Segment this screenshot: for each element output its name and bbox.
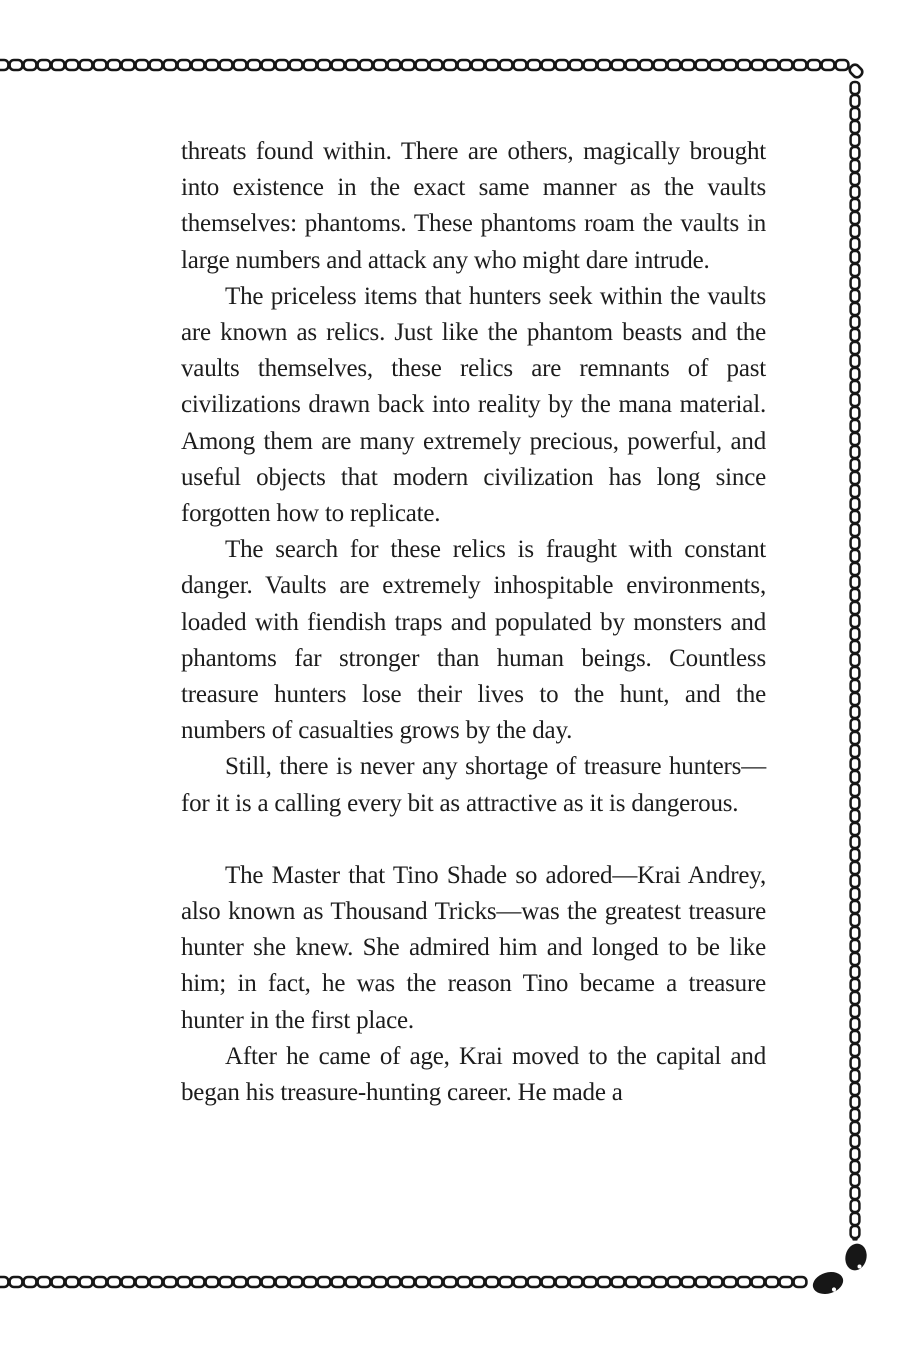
paragraph: The priceless items that hunters seek within the vaults are known as relics. Just like the phantom beasts and the vaults themselves, these relics are remnants of past civilizations drawn back into reality by the mana material. Among them are many extremely precious, powerful, and useful objects that modern civilization has long since forgotten how to replicate. (181, 282, 766, 528)
page-text (181, 134, 766, 1111)
paragraph: Still, there is never any shortage of treasure hunters—for it is a calling every bit as attractive as it is dangerous. (181, 753, 766, 817)
paragraph: The Master that Tino Shade so adored—Krai Andrey, also known as Thousand Tricks—was the greatest treasure hunter she knew. She admired him and longed to be like him; in fact, he was the reason Tino became a treasure hunter in the first place. (181, 861, 766, 1034)
paragraph: threats found within. There are others, magically brought into existence in the exact same manner as the vaults themselves: phantoms. These phantoms roam the vaults in large numbers and attack any who might dare intrude. (181, 138, 766, 274)
paragraph: After he came of age, Krai moved to the capital and began his treasure-hunting career. He made a (181, 1042, 766, 1107)
paragraph: The search for these relics is fraught with constant danger. Vaults are extremely inhospitable environments, loaded with fiendish traps and populated by monsters and phantoms far stronger than human beings. Countless treasure hunters lose their lives to the hunt, and the numbers of casualties grows by the day. (181, 536, 766, 745)
